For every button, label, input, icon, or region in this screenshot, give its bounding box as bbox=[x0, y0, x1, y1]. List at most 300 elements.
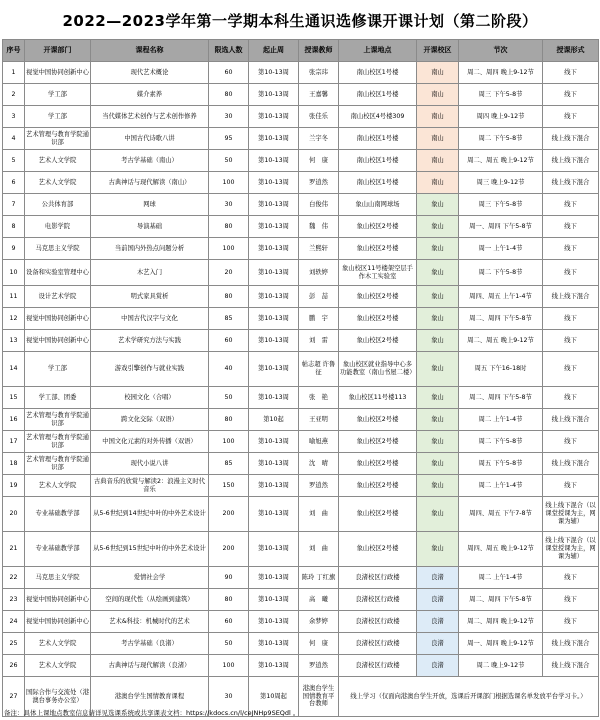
table-row bbox=[3, 286, 599, 308]
cell-course: 当代媒体艺术创作与艺术创作修养 bbox=[91, 106, 209, 128]
cell-weeks: 第10-13周 bbox=[249, 260, 299, 286]
cell-teacher: 何 康 bbox=[299, 633, 339, 655]
cell-teacher: 鹏 宇 bbox=[299, 308, 339, 330]
cell-teacher: 罗逍然 bbox=[299, 172, 339, 194]
cell-dept: 设备和实验室管理中心 bbox=[25, 260, 91, 286]
cell-teacher: 刘轶婷 bbox=[299, 260, 339, 286]
cell-no: 7 bbox=[3, 194, 25, 216]
table-row bbox=[3, 308, 599, 330]
cell-campus: 象山 bbox=[417, 308, 459, 330]
cell-mode: 线下 bbox=[543, 308, 599, 330]
cell-course: 导演基础 bbox=[91, 216, 209, 238]
cell-campus: 南山 bbox=[417, 106, 459, 128]
table-row bbox=[3, 194, 599, 216]
cell-slot: 周四 晚上9-12节 bbox=[459, 106, 543, 128]
header-slot: 节次 bbox=[459, 40, 543, 62]
table-row bbox=[3, 409, 599, 431]
cell-course: 中国古代诗歌八讲 bbox=[91, 128, 209, 150]
cell-course: 古典神话与现代解读（良渚） bbox=[91, 655, 209, 677]
cell-teacher: 张宗玮 bbox=[299, 62, 339, 84]
cell-dept: 艺术人文学院 bbox=[25, 150, 91, 172]
cell-no: 8 bbox=[3, 216, 25, 238]
cell-weeks: 第10-13周 bbox=[249, 128, 299, 150]
table-row bbox=[3, 128, 599, 150]
table-row bbox=[3, 238, 599, 260]
cell-room: 象山校区11号楼架空层手作木工实验室 bbox=[339, 260, 417, 286]
cell-campus: 象山 bbox=[417, 260, 459, 286]
cell-slot: 周三 下午5-8节 bbox=[459, 194, 543, 216]
table-row bbox=[3, 611, 599, 633]
cell-teacher: 喻旭燕 bbox=[299, 431, 339, 453]
cell-room: 象山校区2号楼 bbox=[339, 475, 417, 497]
cell-slot: 周一、周四 晚上9-12节 bbox=[459, 633, 543, 655]
cell-slot: 周二、周四 晚上9-12节 bbox=[459, 611, 543, 633]
cell-room: 象山校区11号楼113 bbox=[339, 387, 417, 409]
cell-room: 象山校区2号楼 bbox=[339, 238, 417, 260]
cell-capacity: 200 bbox=[209, 532, 249, 567]
cell-dept: 艺术管理与教育学院通识部 bbox=[25, 431, 91, 453]
cell-campus: 象山 bbox=[417, 532, 459, 567]
cell-slot: 周一、周四 下午5-8节 bbox=[459, 216, 543, 238]
cell-room: 良渚校区行政楼 bbox=[339, 633, 417, 655]
cell-capacity: 60 bbox=[209, 62, 249, 84]
cell-room: 象山校区2号楼 bbox=[339, 453, 417, 475]
cell-capacity: 20 bbox=[209, 260, 249, 286]
cell-capacity: 100 bbox=[209, 172, 249, 194]
cell-dept: 视觉中国协同创新中心 bbox=[25, 611, 91, 633]
cell-teacher: 张佳乐 bbox=[299, 106, 339, 128]
cell-dept: 设计艺术学院 bbox=[25, 286, 91, 308]
cell-campus: 象山 bbox=[417, 453, 459, 475]
cell-mode: 线下 bbox=[543, 611, 599, 633]
cell-weeks: 第10周起 bbox=[249, 677, 299, 717]
cell-dept: 公共体育部 bbox=[25, 194, 91, 216]
cell-weeks: 第10-13周 bbox=[249, 238, 299, 260]
table-row bbox=[3, 633, 599, 655]
cell-room: 象山山南网球场 bbox=[339, 194, 417, 216]
cell-weeks: 第10起 bbox=[249, 409, 299, 431]
cell-course: 明式家具赏析 bbox=[91, 286, 209, 308]
cell-course: 游戏引擎创作与就业实践 bbox=[91, 352, 209, 387]
table-row bbox=[3, 497, 599, 532]
cell-dept: 学工部 bbox=[25, 84, 91, 106]
cell-campus: 南山 bbox=[417, 128, 459, 150]
cell-slot: 周二 下午5-8节 bbox=[459, 260, 543, 286]
cell-room: 象山校区2号楼 bbox=[339, 409, 417, 431]
cell-dept: 艺术人文学院 bbox=[25, 633, 91, 655]
cell-slot: 周二 下午5-8节 bbox=[459, 431, 543, 453]
cell-weeks: 第10-13周 bbox=[249, 655, 299, 677]
cell-slot: 周五 下午5-8节 bbox=[459, 453, 543, 475]
cell-mode: 线上线下混合 bbox=[543, 409, 599, 431]
cell-weeks: 第10-13周 bbox=[249, 532, 299, 567]
cell-room: 南山校区1号楼 bbox=[339, 150, 417, 172]
cell-weeks: 第10-13周 bbox=[249, 475, 299, 497]
cell-slot: 周五 下午16-18时 bbox=[459, 352, 543, 387]
cell-capacity: 60 bbox=[209, 330, 249, 352]
cell-course: 木艺入门 bbox=[91, 260, 209, 286]
cell-weeks: 第10-13周 bbox=[249, 497, 299, 532]
cell-course: 艺术学研究方法与实践 bbox=[91, 330, 209, 352]
cell-campus: 象山 bbox=[417, 409, 459, 431]
cell-room: 良渚校区行政楼 bbox=[339, 655, 417, 677]
cell-course: 空间的现代性（从绘画到建筑） bbox=[91, 589, 209, 611]
cell-course: 中国古代汉字与文化 bbox=[91, 308, 209, 330]
cell-slot: 周二、周五 晚上9-12节 bbox=[459, 330, 543, 352]
cell-mode: 线下 bbox=[543, 84, 599, 106]
cell-campus: 南山 bbox=[417, 62, 459, 84]
cell-weeks: 第10-13周 bbox=[249, 286, 299, 308]
cell-weeks: 第10-13周 bbox=[249, 106, 299, 128]
table-row bbox=[3, 475, 599, 497]
cell-weeks: 第10-13周 bbox=[249, 150, 299, 172]
cell-room: 良渚校区行政楼 bbox=[339, 567, 417, 589]
cell-course: 现代小说八讲 bbox=[91, 453, 209, 475]
cell-capacity: 60 bbox=[209, 611, 249, 633]
cell-course: 古典音乐的欣赏与解读2：浪漫主义时代音乐 bbox=[91, 475, 209, 497]
cell-teacher: 沈 晴 bbox=[299, 453, 339, 475]
cell-course: 艺术&科技：机械时代的艺术 bbox=[91, 611, 209, 633]
cell-teacher: 白俊伟 bbox=[299, 194, 339, 216]
cell-weeks: 第10-13周 bbox=[249, 84, 299, 106]
cell-mode: 线上线下混合 bbox=[543, 655, 599, 677]
cell-dept: 国际合作与交流处（港澳台事务办公室） bbox=[25, 677, 91, 717]
cell-capacity: 30 bbox=[209, 677, 249, 717]
cell-no: 2 bbox=[3, 84, 25, 106]
cell-capacity: 50 bbox=[209, 150, 249, 172]
cell-no: 13 bbox=[3, 330, 25, 352]
cell-mode: 线上线下混合 bbox=[543, 286, 599, 308]
cell-capacity: 85 bbox=[209, 308, 249, 330]
cell-slot: 周三 晚上9-12节 bbox=[459, 172, 543, 194]
cell-room: 象山校区2号楼 bbox=[339, 330, 417, 352]
cell-mode: 线下 bbox=[543, 330, 599, 352]
cell-slot: 周二、周四 晚上9-12节 bbox=[459, 62, 543, 84]
cell-mode: 线下 bbox=[543, 431, 599, 453]
cell-room: 南山校区1号楼 bbox=[339, 84, 417, 106]
table-row bbox=[3, 150, 599, 172]
cell-teacher: 罗逍然 bbox=[299, 475, 339, 497]
cell-campus: 象山 bbox=[417, 475, 459, 497]
cell-teacher: 兰熙轩 bbox=[299, 238, 339, 260]
cell-teacher: 罗逍然 bbox=[299, 655, 339, 677]
cell-capacity: 90 bbox=[209, 567, 249, 589]
cell-no: 15 bbox=[3, 387, 25, 409]
cell-dept: 电影学院 bbox=[25, 216, 91, 238]
cell-dept: 艺术人文学院 bbox=[25, 172, 91, 194]
cell-no: 9 bbox=[3, 238, 25, 260]
cell-dept: 艺术人文学院 bbox=[25, 655, 91, 677]
cell-room: 良渚校区行政楼 bbox=[339, 589, 417, 611]
cell-capacity: 30 bbox=[209, 106, 249, 128]
cell-course: 考古学基础（良渚） bbox=[91, 633, 209, 655]
cell-room: 象山校区2号楼 bbox=[339, 286, 417, 308]
cell-teacher: 刘 曲 bbox=[299, 532, 339, 567]
cell-room: 象山校区2号楼 bbox=[339, 308, 417, 330]
cell-campus: 象山 bbox=[417, 286, 459, 308]
cell-dept: 马克思主义学院 bbox=[25, 567, 91, 589]
cell-weeks: 第10-13周 bbox=[249, 62, 299, 84]
cell-campus: 象山 bbox=[417, 238, 459, 260]
cell-course: 古典神话与现代解读（南山） bbox=[91, 172, 209, 194]
header-mode: 授课形式 bbox=[543, 40, 599, 62]
cell-slot: 周三 下午5-8节 bbox=[459, 84, 543, 106]
header-teacher: 授课教师 bbox=[299, 40, 339, 62]
cell-weeks: 第10-13周 bbox=[249, 194, 299, 216]
cell-dept: 学工部 bbox=[25, 352, 91, 387]
cell-room: 南山校区1号楼 bbox=[339, 62, 417, 84]
table-row bbox=[3, 352, 599, 387]
table-row bbox=[3, 62, 599, 84]
cell-campus: 象山 bbox=[417, 387, 459, 409]
cell-course: 网球 bbox=[91, 194, 209, 216]
cell-no: 1 bbox=[3, 62, 25, 84]
cell-teacher: 港澳台学生国情教育平台教师 bbox=[299, 677, 339, 717]
cell-campus: 良渚 bbox=[417, 633, 459, 655]
cell-teacher: 王嘉馨 bbox=[299, 84, 339, 106]
cell-room: 象山校区2号楼 bbox=[339, 532, 417, 567]
cell-capacity: 40 bbox=[209, 352, 249, 387]
cell-teacher: 何 康 bbox=[299, 150, 339, 172]
cell-capacity: 80 bbox=[209, 589, 249, 611]
cell-no: 22 bbox=[3, 567, 25, 589]
cell-course: 校园文化（合唱） bbox=[91, 387, 209, 409]
cell-course: 考古学基础（南山） bbox=[91, 150, 209, 172]
cell-teacher: 张 艳 bbox=[299, 387, 339, 409]
cell-teacher: 余梦婷 bbox=[299, 611, 339, 633]
cell-online-note: 线上学习（仅面向港澳台学生开放，选课后开课部门根据选课名单发放平台学习卡。） bbox=[339, 677, 599, 717]
cell-course: 从5-6世纪到15世纪中叶的中外艺术设计 bbox=[91, 532, 209, 567]
table-row bbox=[3, 453, 599, 475]
cell-capacity: 100 bbox=[209, 238, 249, 260]
cell-mode: 线下 bbox=[543, 216, 599, 238]
cell-slot: 周二、周四 下午5-8节 bbox=[459, 308, 543, 330]
cell-slot: 周二 上午1-4节 bbox=[459, 567, 543, 589]
cell-weeks: 第10-13周 bbox=[249, 308, 299, 330]
cell-capacity: 95 bbox=[209, 128, 249, 150]
cell-capacity: 150 bbox=[209, 475, 249, 497]
cell-no: 5 bbox=[3, 150, 25, 172]
cell-slot: 周四、周五 上午1-4节 bbox=[459, 286, 543, 308]
cell-campus: 良渚 bbox=[417, 567, 459, 589]
cell-capacity: 30 bbox=[209, 194, 249, 216]
cell-no: 14 bbox=[3, 352, 25, 387]
cell-no: 21 bbox=[3, 532, 25, 567]
cell-no: 6 bbox=[3, 172, 25, 194]
cell-teacher: 兰宇冬 bbox=[299, 128, 339, 150]
cell-teacher: 彭 喆 bbox=[299, 286, 339, 308]
cell-slot: 周二 下午5-8节 bbox=[459, 128, 543, 150]
cell-capacity: 80 bbox=[209, 84, 249, 106]
cell-campus: 良渚 bbox=[417, 655, 459, 677]
cell-no: 11 bbox=[3, 286, 25, 308]
cell-mode: 线下 bbox=[543, 62, 599, 84]
cell-dept: 视觉中国协同创新中心 bbox=[25, 330, 91, 352]
cell-mode: 线上线下混合 bbox=[543, 128, 599, 150]
cell-weeks: 第10-13周 bbox=[249, 589, 299, 611]
cell-dept: 艺术人文学院 bbox=[25, 475, 91, 497]
cell-course: 港澳台学生国情教育课程 bbox=[91, 677, 209, 717]
cell-mode: 线下 bbox=[543, 260, 599, 286]
cell-capacity: 200 bbox=[209, 497, 249, 532]
cell-course: 现代艺术概论 bbox=[91, 62, 209, 84]
cell-no: 26 bbox=[3, 655, 25, 677]
table-row bbox=[3, 589, 599, 611]
cell-no: 3 bbox=[3, 106, 25, 128]
table-row bbox=[3, 655, 599, 677]
cell-teacher: 刘 曲 bbox=[299, 497, 339, 532]
cell-capacity: 50 bbox=[209, 387, 249, 409]
cell-teacher: 魏 伟 bbox=[299, 216, 339, 238]
cell-course: 当前国内外热点问题分析 bbox=[91, 238, 209, 260]
header-campus: 开课校区 bbox=[417, 40, 459, 62]
cell-slot: 周二、周四 下午5-8节 bbox=[459, 387, 543, 409]
cell-slot: 周二、周五 晚上9-12节 bbox=[459, 150, 543, 172]
cell-no: 24 bbox=[3, 611, 25, 633]
table-row bbox=[3, 172, 599, 194]
cell-weeks: 第10-13周 bbox=[249, 453, 299, 475]
cell-mode: 线下 bbox=[543, 106, 599, 128]
cell-weeks: 第10-13周 bbox=[249, 567, 299, 589]
cell-room: 南山校区4号楼309 bbox=[339, 106, 417, 128]
cell-capacity: 100 bbox=[209, 655, 249, 677]
cell-no: 10 bbox=[3, 260, 25, 286]
cell-course: 爱情社会学 bbox=[91, 567, 209, 589]
cell-campus: 南山 bbox=[417, 84, 459, 106]
cell-mode: 线下 bbox=[543, 589, 599, 611]
cell-campus: 象山 bbox=[417, 352, 459, 387]
page-title: 2022—2023学年第一学期本科生通识选修课开课计划（第二阶段） bbox=[62, 12, 538, 30]
cell-mode: 线下 bbox=[543, 352, 599, 387]
cell-mode: 线上线下混合 bbox=[543, 172, 599, 194]
cell-slot: 周二 晚上9-12节 bbox=[459, 655, 543, 677]
cell-campus: 象山 bbox=[417, 497, 459, 532]
cell-dept: 艺术管理与教育学院通识部 bbox=[25, 409, 91, 431]
cell-weeks: 第10-13周 bbox=[249, 352, 299, 387]
cell-weeks: 第10-13周 bbox=[249, 387, 299, 409]
cell-no: 17 bbox=[3, 431, 25, 453]
cell-teacher: 刘 雷 bbox=[299, 330, 339, 352]
course-table bbox=[2, 39, 599, 717]
cell-slot: 周二、周四 下午5-8节 bbox=[459, 589, 543, 611]
cell-mode: 线上线下混合（以课堂授课为主，网课为辅） bbox=[543, 497, 599, 532]
header-capacity: 限选人数 bbox=[209, 40, 249, 62]
cell-mode: 线上线下混合 bbox=[543, 633, 599, 655]
cell-campus: 象山 bbox=[417, 194, 459, 216]
cell-teacher: 王亚明 bbox=[299, 409, 339, 431]
cell-capacity: 85 bbox=[209, 453, 249, 475]
table-row bbox=[3, 431, 599, 453]
cell-capacity: 50 bbox=[209, 633, 249, 655]
cell-dept: 专业基础教学部 bbox=[25, 532, 91, 567]
cell-room: 象山校区2号楼 bbox=[339, 216, 417, 238]
cell-no: 23 bbox=[3, 589, 25, 611]
header-no: 序号 bbox=[3, 40, 25, 62]
footnote: 备注：具体上课地点教室信息请详见选课系统或共享课表文档：https://kdocs.cn/l/ceJNHp9SEQdl 。 bbox=[4, 709, 300, 717]
cell-dept: 学工部、团委 bbox=[25, 387, 91, 409]
cell-capacity: 80 bbox=[209, 286, 249, 308]
cell-dept: 艺术管理与教育学院通识部 bbox=[25, 128, 91, 150]
table-row bbox=[3, 330, 599, 352]
cell-no: 18 bbox=[3, 453, 25, 475]
cell-room: 南山校区1号楼 bbox=[339, 128, 417, 150]
table-row bbox=[3, 387, 599, 409]
cell-weeks: 第10-13周 bbox=[249, 431, 299, 453]
cell-mode: 线下 bbox=[543, 238, 599, 260]
cell-no: 16 bbox=[3, 409, 25, 431]
cell-dept: 艺术管理与教育学院通识部 bbox=[25, 453, 91, 475]
cell-weeks: 第10-13周 bbox=[249, 216, 299, 238]
cell-course: 媒介素养 bbox=[91, 84, 209, 106]
cell-room: 象山校区2号楼 bbox=[339, 431, 417, 453]
cell-mode: 线下 bbox=[543, 387, 599, 409]
cell-dept: 马克思主义学院 bbox=[25, 238, 91, 260]
cell-teacher: 高 曦 bbox=[299, 589, 339, 611]
cell-dept: 学工部 bbox=[25, 106, 91, 128]
cell-no: 27 bbox=[3, 677, 25, 717]
cell-weeks: 第10-13周 bbox=[249, 172, 299, 194]
table-row bbox=[3, 532, 599, 567]
cell-no: 4 bbox=[3, 128, 25, 150]
cell-campus: 南山 bbox=[417, 150, 459, 172]
cell-campus: 良渚 bbox=[417, 589, 459, 611]
cell-weeks: 第10-13周 bbox=[249, 330, 299, 352]
table-body bbox=[3, 62, 599, 717]
header-dept: 开课部门 bbox=[25, 40, 91, 62]
cell-weeks: 第10-13周 bbox=[249, 611, 299, 633]
table-row bbox=[3, 216, 599, 238]
header-course: 课程名称 bbox=[91, 40, 209, 62]
cell-mode: 线上线下混合 bbox=[543, 150, 599, 172]
cell-dept: 视觉中国协同创新中心 bbox=[25, 308, 91, 330]
cell-course: 从5-6世纪到14世纪中叶的中外艺术设计 bbox=[91, 497, 209, 532]
cell-slot: 周二 上午1-4节 bbox=[459, 409, 543, 431]
cell-mode: 线下 bbox=[543, 475, 599, 497]
cell-capacity: 80 bbox=[209, 216, 249, 238]
table-row bbox=[3, 106, 599, 128]
cell-room: 南山校区1号楼 bbox=[339, 172, 417, 194]
cell-campus: 南山 bbox=[417, 172, 459, 194]
cell-no: 20 bbox=[3, 497, 25, 532]
table-header-row bbox=[3, 40, 599, 62]
cell-no: 25 bbox=[3, 633, 25, 655]
cell-capacity: 80 bbox=[209, 409, 249, 431]
cell-slot: 周二 上午1-4节 bbox=[459, 475, 543, 497]
cell-no: 12 bbox=[3, 308, 25, 330]
cell-course: 跨文化交际（双语） bbox=[91, 409, 209, 431]
cell-mode: 线上线下混合 bbox=[543, 453, 599, 475]
header-room: 上课地点 bbox=[339, 40, 417, 62]
cell-dept: 视觉中国协同创新中心 bbox=[25, 589, 91, 611]
cell-dept: 视觉中国协同创新中心 bbox=[25, 62, 91, 84]
table-row bbox=[3, 567, 599, 589]
table-row bbox=[3, 260, 599, 286]
cell-no: 19 bbox=[3, 475, 25, 497]
cell-mode: 线下 bbox=[543, 194, 599, 216]
cell-campus: 象山 bbox=[417, 431, 459, 453]
cell-teacher: 陈玲 丁红旗 bbox=[299, 567, 339, 589]
cell-slot: 周四、周五 晚上9-12节 bbox=[459, 532, 543, 567]
cell-room: 象山校区就业指导中心多功能教室（南山书屋二楼） bbox=[339, 352, 417, 387]
cell-mode: 线下 bbox=[543, 567, 599, 589]
cell-course: 中国文化元素的对外传播（双语） bbox=[91, 431, 209, 453]
cell-slot: 周四、周五 下午7-8节 bbox=[459, 497, 543, 532]
cell-slot: 周一 上午1-4节 bbox=[459, 238, 543, 260]
cell-capacity: 100 bbox=[209, 431, 249, 453]
cell-room: 良渚校区行政楼 bbox=[339, 611, 417, 633]
cell-campus: 象山 bbox=[417, 330, 459, 352]
cell-dept: 专业基础教学部 bbox=[25, 497, 91, 532]
